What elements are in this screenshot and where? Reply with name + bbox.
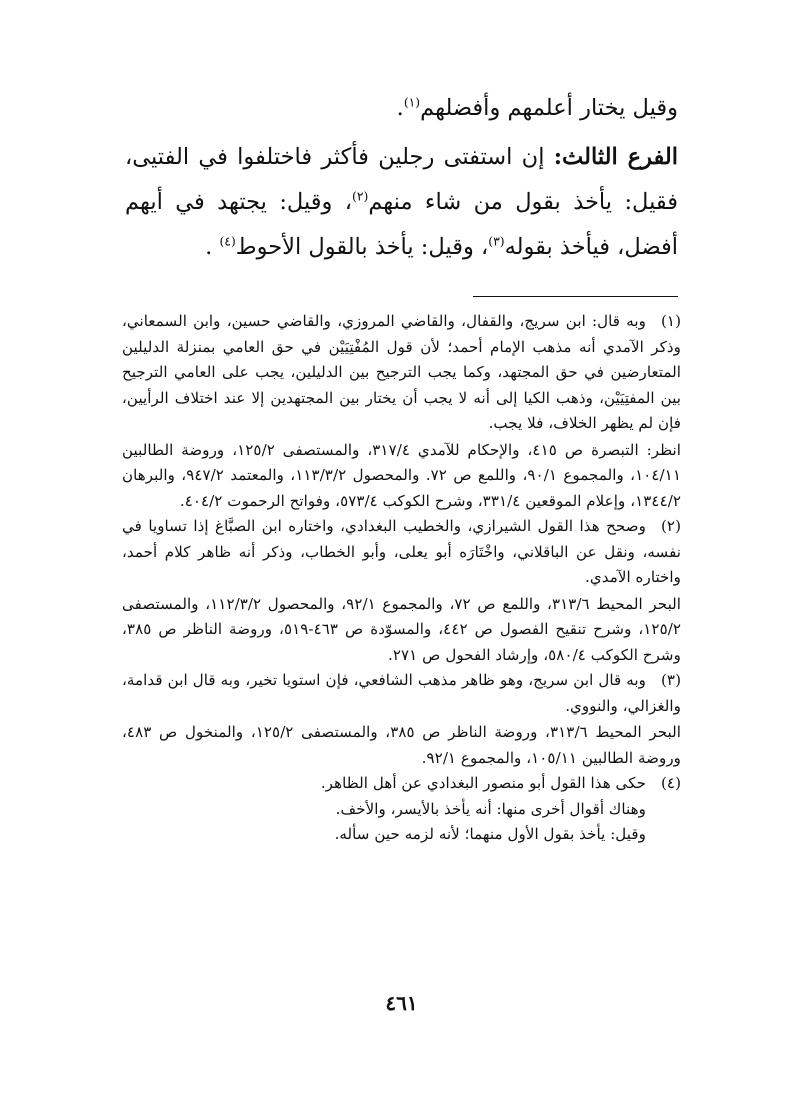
paragraph-2: [125, 135, 678, 270]
footnote-1-body: وبه قال: ابن سريج، والقفال، والقاضي المروزي، والقاضي حسين، وابن السمعاني، وذكر الآمدي أنه مذهب الإمام أحمد؛ لأن قول المُفْتِيَيْن في حق العامي بمنزلة الدليلين المتعارضين في حق المجتهد، وكما يجب الترجيح بين الدليلين، يجب على العامي الترجيح بين المفتِيَيْن، وذهب الكيا إلى أنه لا يجب أن يختار بين المجتهدين إلا عند اختلاف الرأيين، فإن لم يظهر الخلاف، فلا يجب.: [122, 312, 681, 432]
footnote-4-line-2: وهناك أقوال أخرى منها: أنه يأخذ بالأيسر، والأخف.: [335, 799, 646, 818]
footnote-4-body: حكى هذا القول أبو منصور البغدادي عن أهل الظاهر.: [320, 774, 646, 792]
footnote-ref-2: (٢): [352, 189, 369, 204]
footnote-3-number: (٣): [660, 671, 681, 689]
footnote-ref-4: (٤): [219, 234, 236, 249]
page-number: ٤٦١: [385, 991, 418, 1015]
paragraph-1: [125, 86, 678, 131]
section-heading: الفرع الثالث:: [553, 144, 678, 170]
footnotes: [122, 309, 681, 848]
footnote-1: [122, 309, 681, 437]
footnote-1-references: انظر: التبصرة ص ٤١٥، والإحكام للآمدي ٣١٧/٤، والمستصفى ١٢٥/٢، وروضة الطالبين ١٠٤/١١، والمجموع ٩٠/١، واللمع ص ٧٢. والمحصول ١١٣/٣/٢، والمعتمد ٩٤٧/٢، والبرهان ١٣٤٤/٢، وإعلام الموقعين ٣٣١/٤، وشرح الكوكب ٥٧٣/٤، وفواتح الرحموت ٤٠٤/٢.: [122, 440, 681, 510]
footnote-3-references: البحر المحيط ٣١٣/٦، وروضة الناظر ص ٣٨٥، والمستصفى ١٢٥/٢، والمنخول ص ٤٨٣، وروضة الطالبين ١٠٥/١١، والمجموع ٩٢/١.: [122, 723, 681, 767]
footnote-2-number: (٢): [660, 517, 681, 535]
paragraph-2-end: .: [205, 234, 220, 260]
paragraph-2-text-a: إن استفتى رجلين فأكثر فاختلفوا في الفتيى، فقيل: يأخذ بقول من شاء منهم: [125, 144, 678, 215]
footnote-ref-1: (١): [403, 95, 421, 110]
footnote-3-body: وبه قال ابن سريج، وهو ظاهر مذهب الشافعي، فإن استويا تخير، وبه قال ابن قدامة، والغزالي، والنووي.: [122, 671, 681, 715]
footnote-4-line-3: وقيل: يأخذ بقول الأول منهما؛ لأنه لزمه حين سأله.: [334, 825, 646, 843]
footnote-1-number: (١): [660, 312, 681, 330]
paragraph-1-text: وقيل يختار أعلمهم وأفضلهم: [420, 95, 678, 121]
footnote-separator: [473, 296, 678, 297]
paragraph-1-end: .: [396, 95, 404, 121]
footnote-ref-3: (٣): [488, 234, 505, 249]
footnote-2-references: البحر المحيط ٣١٣/٦، واللمع ص ٧٢، والمجموع ٩٢/١، والمحصول ١١٢/٣/٢، والمستصفى ١٢٥/٢، وشرح تنقيح الفصول ص ٤٤٢، والمسوّدة ص ٤٦٣-٥١٩، وروضة الناظر ص ٣٨٥، وشرح الكوكب ٥٨٠/٤، وإرشاد الفحول ص ٢٧١.: [122, 594, 682, 664]
footnote-3: [122, 668, 681, 719]
main-text: [125, 86, 678, 270]
footnote-4-number: (٤): [660, 774, 681, 792]
footnote-4: [122, 771, 681, 797]
footnote-2-body: وصحح هذا القول الشيرازي، والخطيب البغدادي، واختاره ابن الصبَّاغ إذا تساويا في نفسه، ونقل عن الباقلاني، واخْتَارَه أبو يعلى، وأبو الخطاب، وذكر أنه ظاهر كلام أحمد، واختاره الآمدي.: [122, 517, 681, 586]
paragraph-2-text-b: ، وقيل: يجتهد في أيهم أفضل، فيأخذ بقوله: [125, 189, 678, 260]
paragraph-2-text-c: ، وقيل: يأخذ بالقول الأحوط: [235, 234, 489, 260]
footnote-2: [122, 514, 681, 591]
